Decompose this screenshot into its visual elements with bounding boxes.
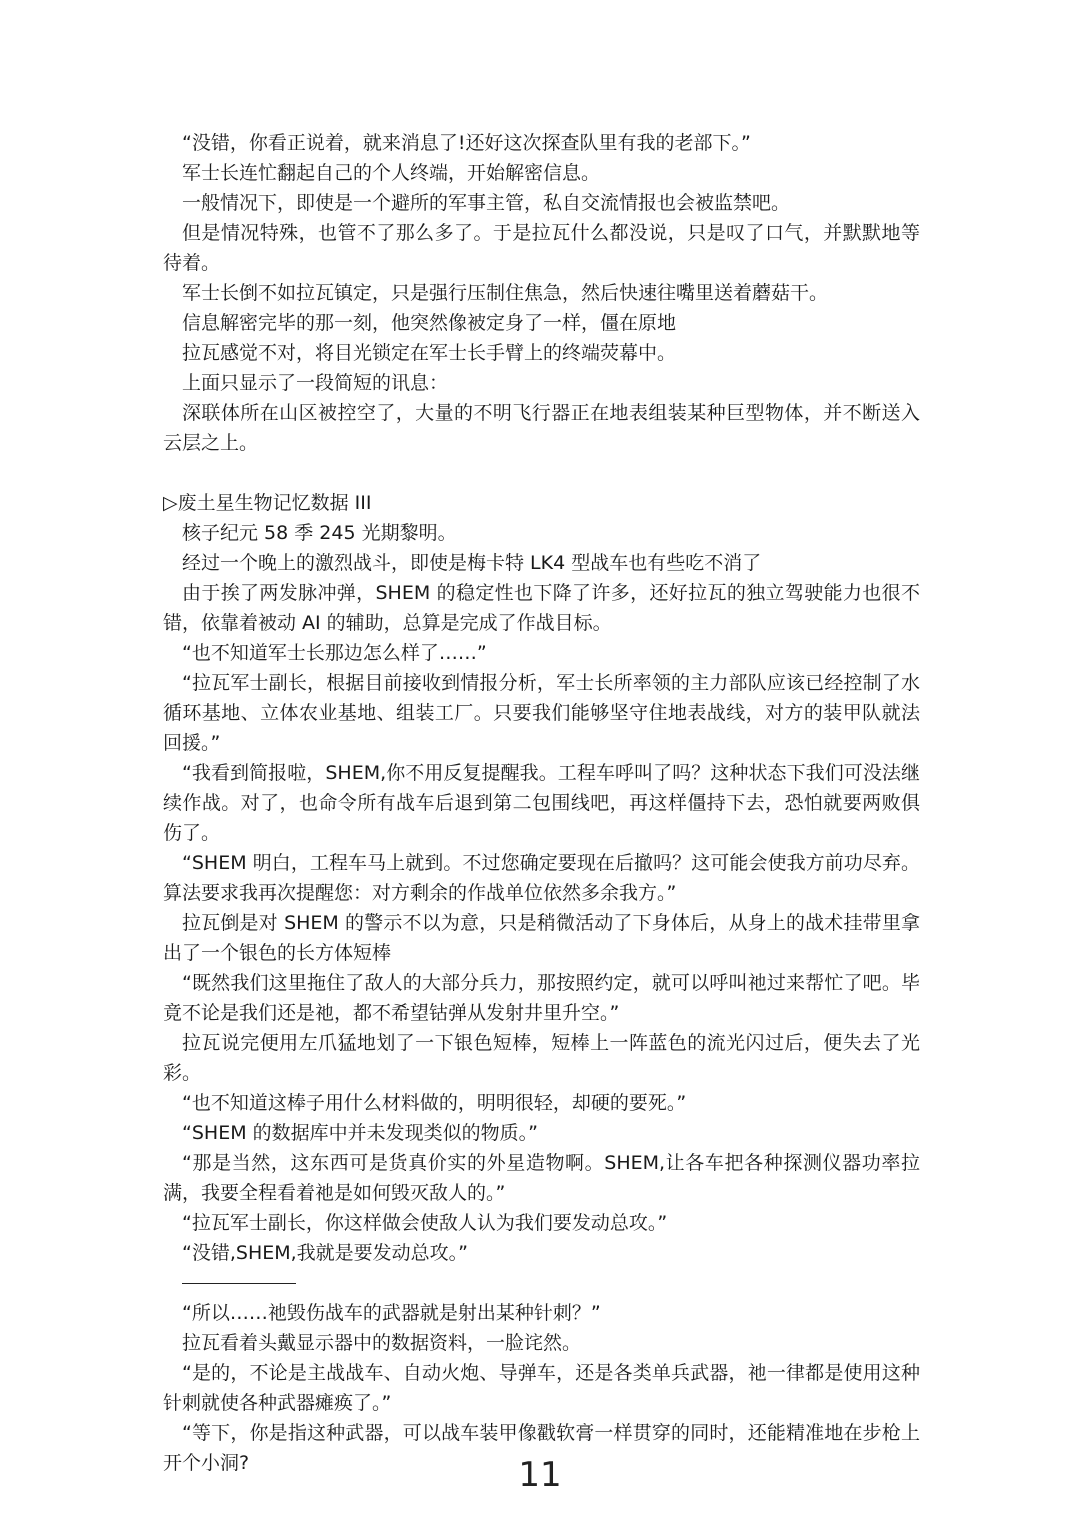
section-gap	[163, 458, 920, 488]
paragraph: 拉瓦倒是对 SHEM 的警示不以为意，只是稍微活动了下身体后，从身上的战术挂带里拿出了一个银色的长方体短棒	[163, 912, 920, 964]
paragraph: 拉瓦说完便用左爪猛地划了一下银色短棒，短棒上一阵蓝色的流光闪过后，便失去了光彩。	[163, 1032, 920, 1084]
paragraph: 信息解密完毕的那一刻，他突然像被定身了一样，僵在原地	[182, 312, 677, 334]
page-number: 11	[518, 1455, 562, 1495]
paragraph: 但是情况特殊，也管不了那么多了。于是拉瓦什么都没说，只是叹了口气，并默默地等待着。	[163, 222, 920, 274]
paragraph: “是的，不论是主战战车、自动火炮、导弹车，还是各类单兵武器，祂一律都是使用这种针刺就使各种武器瘫痪了。”	[163, 1362, 920, 1414]
paragraph: “SHEM 的数据库中并未发现类似的物质。”	[182, 1122, 538, 1144]
paragraph: 深联体所在山区被控空了，大量的不明飞行器正在地表组装某种巨型物体，并不断送入云层之上。	[163, 402, 920, 454]
horizontal-divider	[182, 1283, 296, 1284]
paragraph: 由于挨了两发脉冲弹，SHEM 的稳定性也下降了许多，还好拉瓦的独立驾驶能力也很不错，依靠着被动 AI 的辅助，总算是完成了作战目标。	[163, 582, 920, 634]
paragraph: 军士长倒不如拉瓦镇定，只是强行压制住焦急，然后快速往嘴里送着蘑菇干。	[182, 282, 829, 304]
paragraph: “没错，你看正说着，就来消息了!还好这次探查队里有我的老部下。”	[182, 132, 751, 154]
paragraph: “那是当然，这东西可是货真价实的外星造物啊。SHEM,让各车把各种探测仪器功率拉满，我要全程看着祂是如何毁灭敌人的。”	[163, 1152, 920, 1204]
paragraph: “所以……祂毁伤战车的武器就是射出某种针刺？”	[182, 1302, 601, 1324]
paragraph: “等下，你是指这种武器，可以战车装甲像戳软膏一样贯穿的同时，还能精准地在步枪上开个小洞?	[163, 1422, 920, 1474]
paragraph: 核子纪元 58 季 245 光期黎明。	[182, 522, 457, 544]
paragraph: 拉瓦看着头戴显示器中的数据资料，一脸诧然。	[182, 1332, 582, 1354]
paragraph: “拉瓦军士副长，你这样做会使敌人认为我们要发动总攻。”	[182, 1212, 668, 1234]
paragraph: 上面只显示了一段简短的讯息：	[182, 372, 449, 394]
paragraph: “SHEM 明白，工程车马上就到。不过您确定要现在后撤吗？这可能会使我方前功尽弃。算法要求我再次提醒您：对方剩余的作战单位依然多余我方。”	[163, 852, 920, 904]
paragraph: “没错,SHEM,我就是要发动总攻。”	[182, 1242, 469, 1264]
paragraph: 一般情况下，即使是一个避所的军事主管，私自交流情报也会被监禁吧。	[182, 192, 791, 214]
body-text	[163, 128, 920, 1478]
paragraph: “也不知道军士长那边怎么样了……”	[182, 642, 487, 664]
section-header: ▷废土星生物记忆数据 III	[163, 492, 372, 514]
paragraph: “也不知道这棒子用什么材料做的，明明很轻，却硬的要死。”	[182, 1092, 687, 1114]
paragraph: “我看到简报啦，SHEM,你不用反复提醒我。工程车呼叫了吗？这种状态下我们可没法继续作战。对了，也命令所有战车后退到第二包围线吧，再这样僵持下去，恐怕就要两败俱伤了。	[163, 762, 920, 844]
paragraph: 拉瓦感觉不对，将目光锁定在军士长手臂上的终端荧幕中。	[182, 342, 677, 364]
paragraph: “拉瓦军士副长，根据目前接收到情报分析，军士长所率领的主力部队应该已经控制了水循环基地、立体农业基地、组装工厂。只要我们能够坚守住地表战线，对方的装甲队就法回援。”	[163, 672, 920, 754]
paragraph: 经过一个晚上的激烈战斗，即使是梅卡特 LK4 型战车也有些吃不消了	[182, 552, 762, 574]
paragraph: “既然我们这里拖住了敌人的大部分兵力，那按照约定，就可以呼叫祂过来帮忙了吧。毕竟不论是我们还是祂，都不希望钴弹从发射井里升空。”	[163, 972, 920, 1024]
paragraph: 军士长连忙翻起自己的个人终端，开始解密信息。	[182, 162, 601, 184]
scene-break-rule	[163, 1268, 920, 1298]
